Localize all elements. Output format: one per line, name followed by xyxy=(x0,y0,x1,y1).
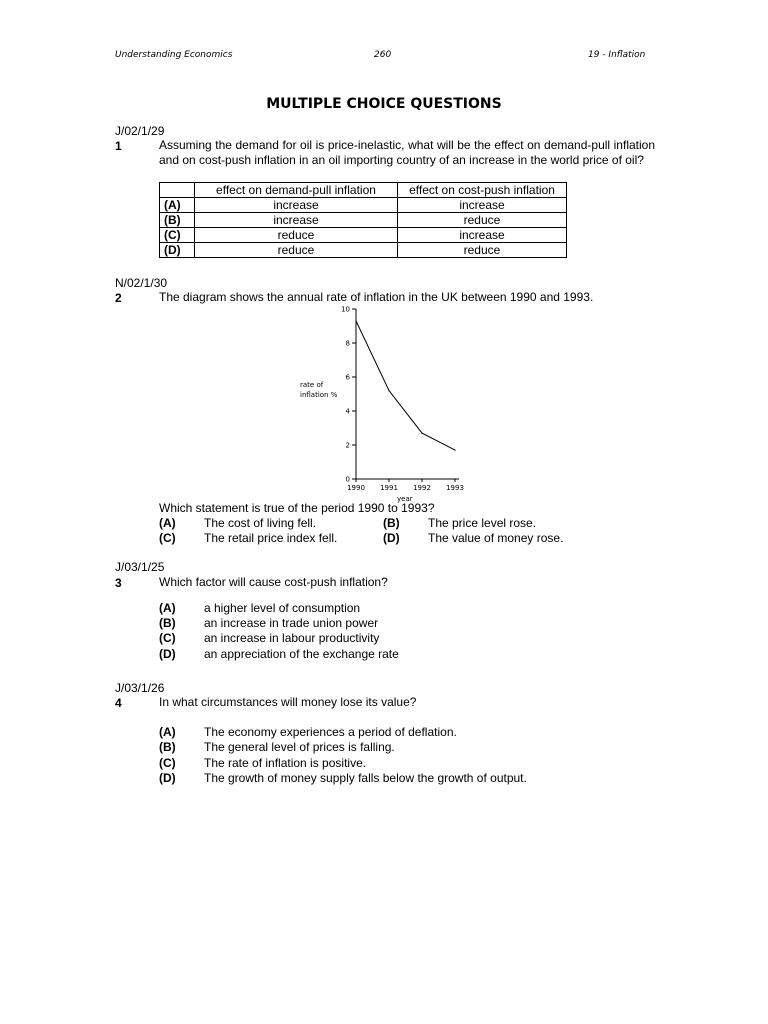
option-text: a higher level of consumption xyxy=(204,601,361,615)
q1-text: Assuming the demand for oil is price-inelastic, what will be the effect on demand-pull inflation and on cost-push inflation in an oil importing country of an increase in the world price of oil? xyxy=(159,138,655,167)
option-text: The price level rose. xyxy=(428,516,537,530)
option-text: an increase in trade union power xyxy=(204,616,379,630)
header-page-number: 260 xyxy=(374,50,392,60)
table-cell: reduce xyxy=(195,243,398,258)
y-tick-label: 2 xyxy=(345,441,350,450)
option-text: an increase in labour productivity xyxy=(204,631,380,645)
table-header-cell xyxy=(160,183,195,198)
q4-number: 4 xyxy=(115,696,122,710)
q4-code: J/03/1/26 xyxy=(115,681,165,695)
option-label: (C) xyxy=(159,531,176,545)
y-tick-label: 0 xyxy=(345,475,350,484)
option-text: The value of money rose. xyxy=(428,531,564,545)
option-label: (B) xyxy=(159,740,176,754)
table-cell: reduce xyxy=(195,228,398,243)
option-label: (B) xyxy=(160,213,195,228)
table-cell: increase xyxy=(398,198,567,213)
table-row xyxy=(160,243,567,258)
table-cell: increase xyxy=(195,198,398,213)
table-row xyxy=(160,213,567,228)
option-label: (D) xyxy=(159,771,176,785)
option-label: (D) xyxy=(160,243,195,258)
y-tick-label: 8 xyxy=(345,339,350,348)
q2-text: The diagram shows the annual rate of inflation in the UK between 1990 and 1993. xyxy=(159,290,594,304)
x-tick-label: 1993 xyxy=(446,484,464,492)
data-point xyxy=(421,433,422,434)
q3-code: J/03/1/25 xyxy=(115,560,165,574)
option-text: The rate of inflation is positive. xyxy=(204,756,367,770)
x-axis-label: year xyxy=(397,495,413,503)
option-text: The growth of money supply falls below the growth of output. xyxy=(204,771,527,785)
table-header-cell: effect on demand-pull inflation xyxy=(195,183,398,198)
table-cell: increase xyxy=(398,228,567,243)
y-tick-label: 6 xyxy=(345,373,350,382)
option-label: (A) xyxy=(159,601,176,615)
table-cell: reduce xyxy=(398,243,567,258)
option-label: (B) xyxy=(383,516,400,530)
q2-number: 2 xyxy=(115,291,122,305)
q2-question: Which statement is true of the period 1990 to 1993? xyxy=(159,501,435,515)
table-cell: increase xyxy=(195,213,398,228)
q3-text: Which factor will cause cost-push inflation? xyxy=(159,575,388,589)
option-text: The cost of living fell. xyxy=(204,516,317,530)
option-text: an appreciation of the exchange rate xyxy=(204,647,399,661)
table-row xyxy=(160,198,567,213)
option-label: (D) xyxy=(383,531,400,545)
option-label: (A) xyxy=(159,725,176,739)
header-book-title: Understanding Economics xyxy=(115,50,233,60)
x-tick-label: 1991 xyxy=(380,484,398,492)
option-label: (B) xyxy=(159,616,176,630)
q2-code: N/02/1/30 xyxy=(115,276,168,290)
option-label: (A) xyxy=(160,198,195,213)
table-row xyxy=(160,228,567,243)
inflation-series-line xyxy=(356,321,455,450)
option-text: The general level of prices is falling. xyxy=(204,740,395,754)
q1-answer-table xyxy=(159,182,567,258)
inflation-line-chart xyxy=(290,300,490,510)
option-label: (C) xyxy=(159,631,176,645)
q3-number: 3 xyxy=(115,576,122,590)
x-tick-label: 1990 xyxy=(347,484,365,492)
page-title: MULTIPLE CHOICE QUESTIONS xyxy=(266,96,502,112)
q1-number: 1 xyxy=(115,139,122,153)
y-axis-label: rate of xyxy=(300,381,324,389)
option-label: (C) xyxy=(160,228,195,243)
x-tick-label: 1992 xyxy=(413,484,431,492)
q4-text: In what circumstances will money lose its value? xyxy=(159,695,417,709)
q1-code: J/02/1/29 xyxy=(115,124,165,138)
y-tick-label: 4 xyxy=(345,407,350,416)
option-text: The economy experiences a period of deflation. xyxy=(204,725,457,739)
y-axis-label: inflation % xyxy=(300,391,338,399)
y-tick-label: 10 xyxy=(341,305,350,314)
table-header-row xyxy=(160,183,567,198)
option-label: (A) xyxy=(159,516,176,530)
option-label: (D) xyxy=(159,647,176,661)
option-text: The retail price index fell. xyxy=(204,531,338,545)
table-header-cell: effect on cost-push inflation xyxy=(398,183,567,198)
table-cell: reduce xyxy=(398,213,567,228)
header-chapter: 19 - Inflation xyxy=(588,50,646,60)
option-label: (C) xyxy=(159,756,176,770)
data-point xyxy=(388,390,389,391)
data-point xyxy=(454,450,455,451)
data-point xyxy=(355,320,356,321)
